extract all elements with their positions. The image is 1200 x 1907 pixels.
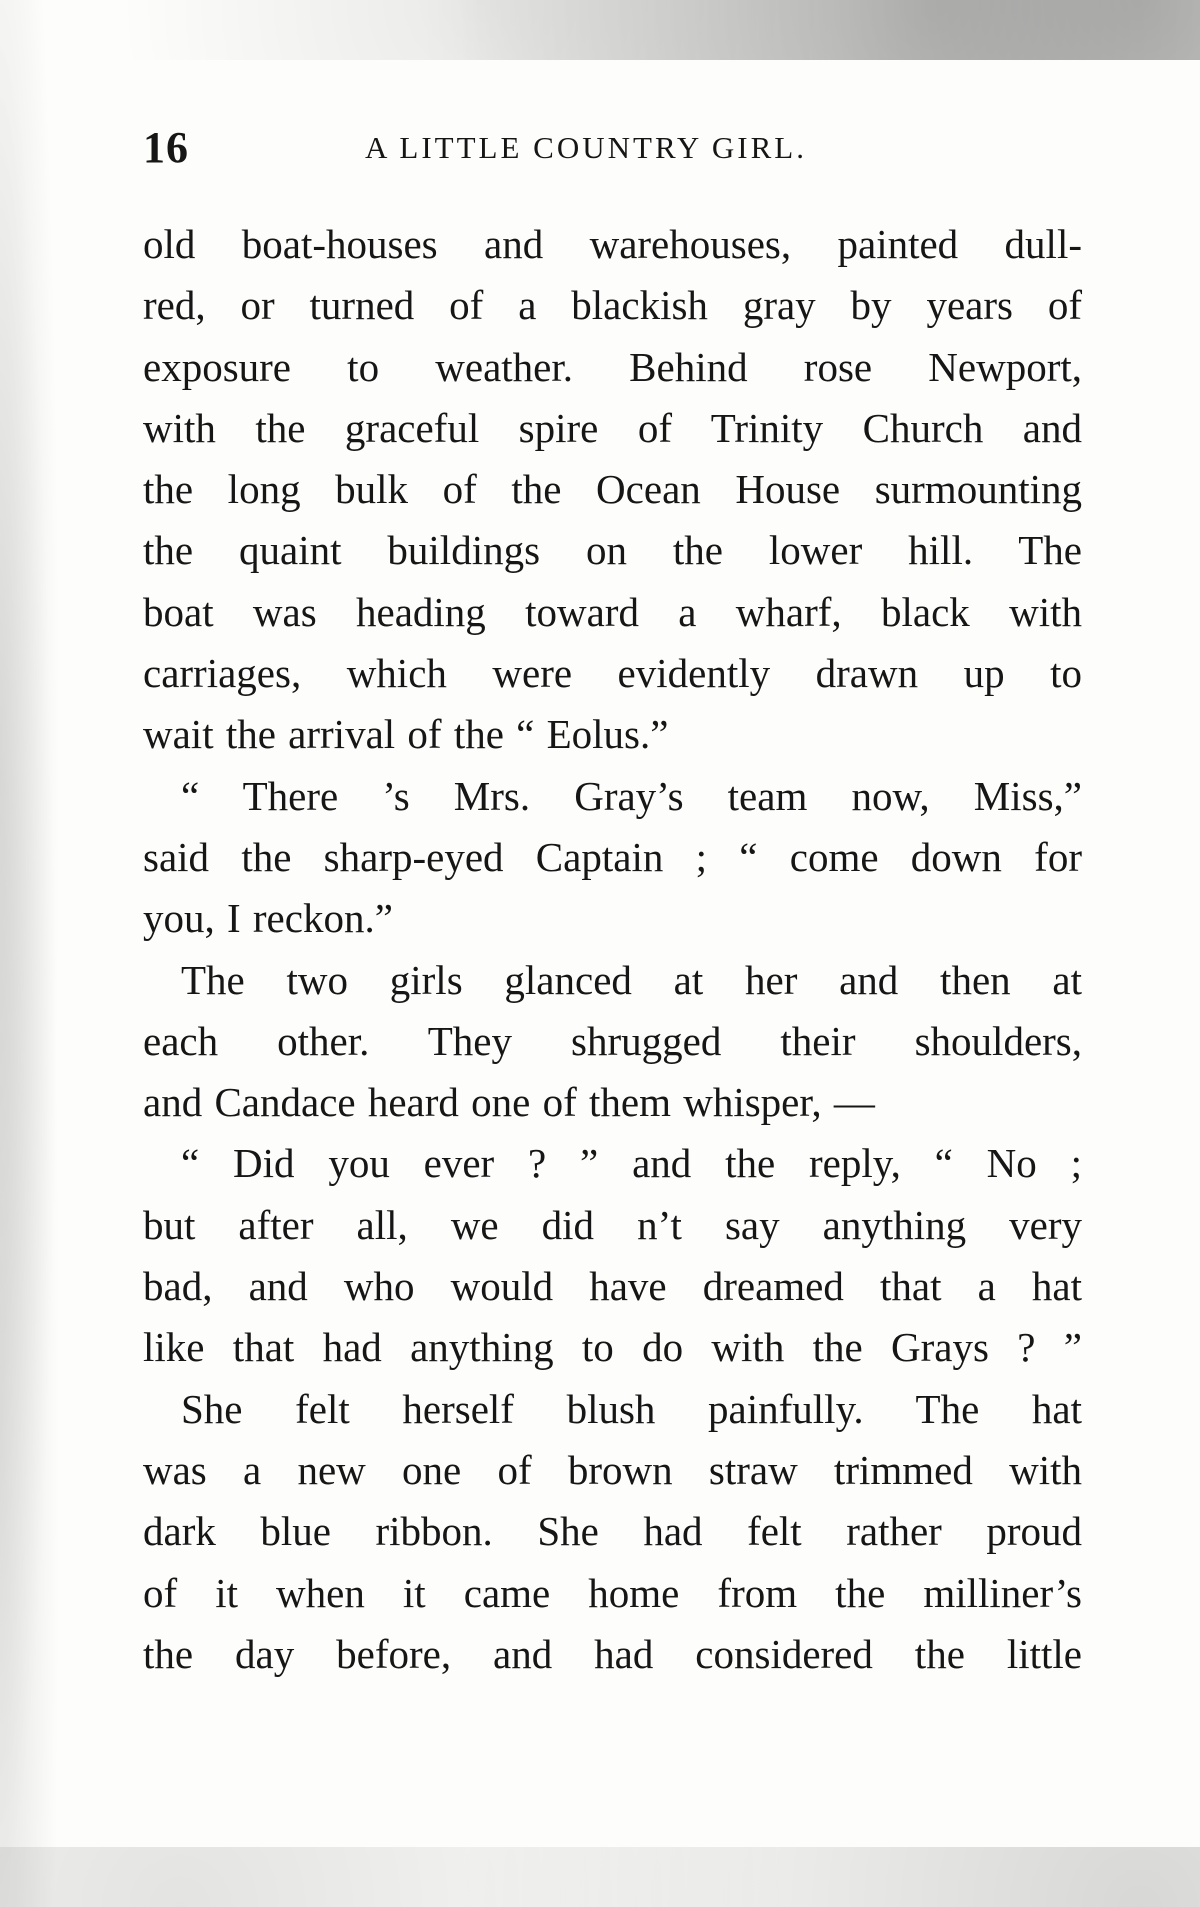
scan-edge-bottom <box>0 1847 1200 1907</box>
text-line: each other. They shrugged their shoulders, <box>143 1017 1082 1064</box>
text-line: said the sharp-eyed Captain ; “ come down for <box>143 833 1082 880</box>
text-line: bad, and who would have dreamed that a hat <box>143 1263 1082 1310</box>
text-line: the quaint buildings on the lower hill. The <box>143 527 1082 574</box>
text-line: the long bulk of the Ocean House surmounting <box>143 466 1082 513</box>
text-line: you, I reckon.” <box>143 895 393 942</box>
text-line: old boat-houses and warehouses, painted dull- <box>143 221 1082 267</box>
body-text <box>143 214 1082 1685</box>
page-number: 16 <box>143 123 189 172</box>
text-line: “ There ’s Mrs. Gray’s team now, Miss,” <box>181 772 1082 819</box>
text-line: She felt herself blush painfully. The hat <box>181 1385 1082 1432</box>
text-line: was a new one of brown straw trimmed with <box>143 1446 1082 1493</box>
text-line: boat was heading toward a wharf, black with <box>143 588 1082 635</box>
page-header <box>143 118 1093 178</box>
running-head: A LITTLE COUNTRY GIRL. <box>365 130 807 165</box>
text-line: The two girls glanced at her and then at <box>181 956 1082 1003</box>
text-line: carriages, which were evidently drawn up to <box>143 650 1082 697</box>
text-line: red, or turned of a blackish gray by years of <box>143 282 1082 329</box>
text-line: with the graceful spire of Trinity Church and <box>143 404 1082 451</box>
scan-edge-left <box>0 0 60 1907</box>
text-line: “ Did you ever ? ” and the reply, “ No ; <box>181 1140 1082 1187</box>
text-line: of it when it came home from the milliner’s <box>143 1569 1082 1616</box>
text-line: dark blue ribbon. She had felt rather proud <box>143 1508 1082 1555</box>
text-line: the day before, and had considered the little <box>143 1630 1082 1677</box>
text-line: like that had anything to do with the Grays ? ” <box>143 1324 1082 1371</box>
text-line: and Candace heard one of them whisper, — <box>143 1079 875 1126</box>
text-line: wait the arrival of the “ Eolus.” <box>143 711 669 758</box>
text-line: but after all, we did n’t say anything very <box>143 1201 1082 1248</box>
scan-edge-top <box>0 0 1200 60</box>
text-line: exposure to weather. Behind rose Newport, <box>143 343 1082 390</box>
